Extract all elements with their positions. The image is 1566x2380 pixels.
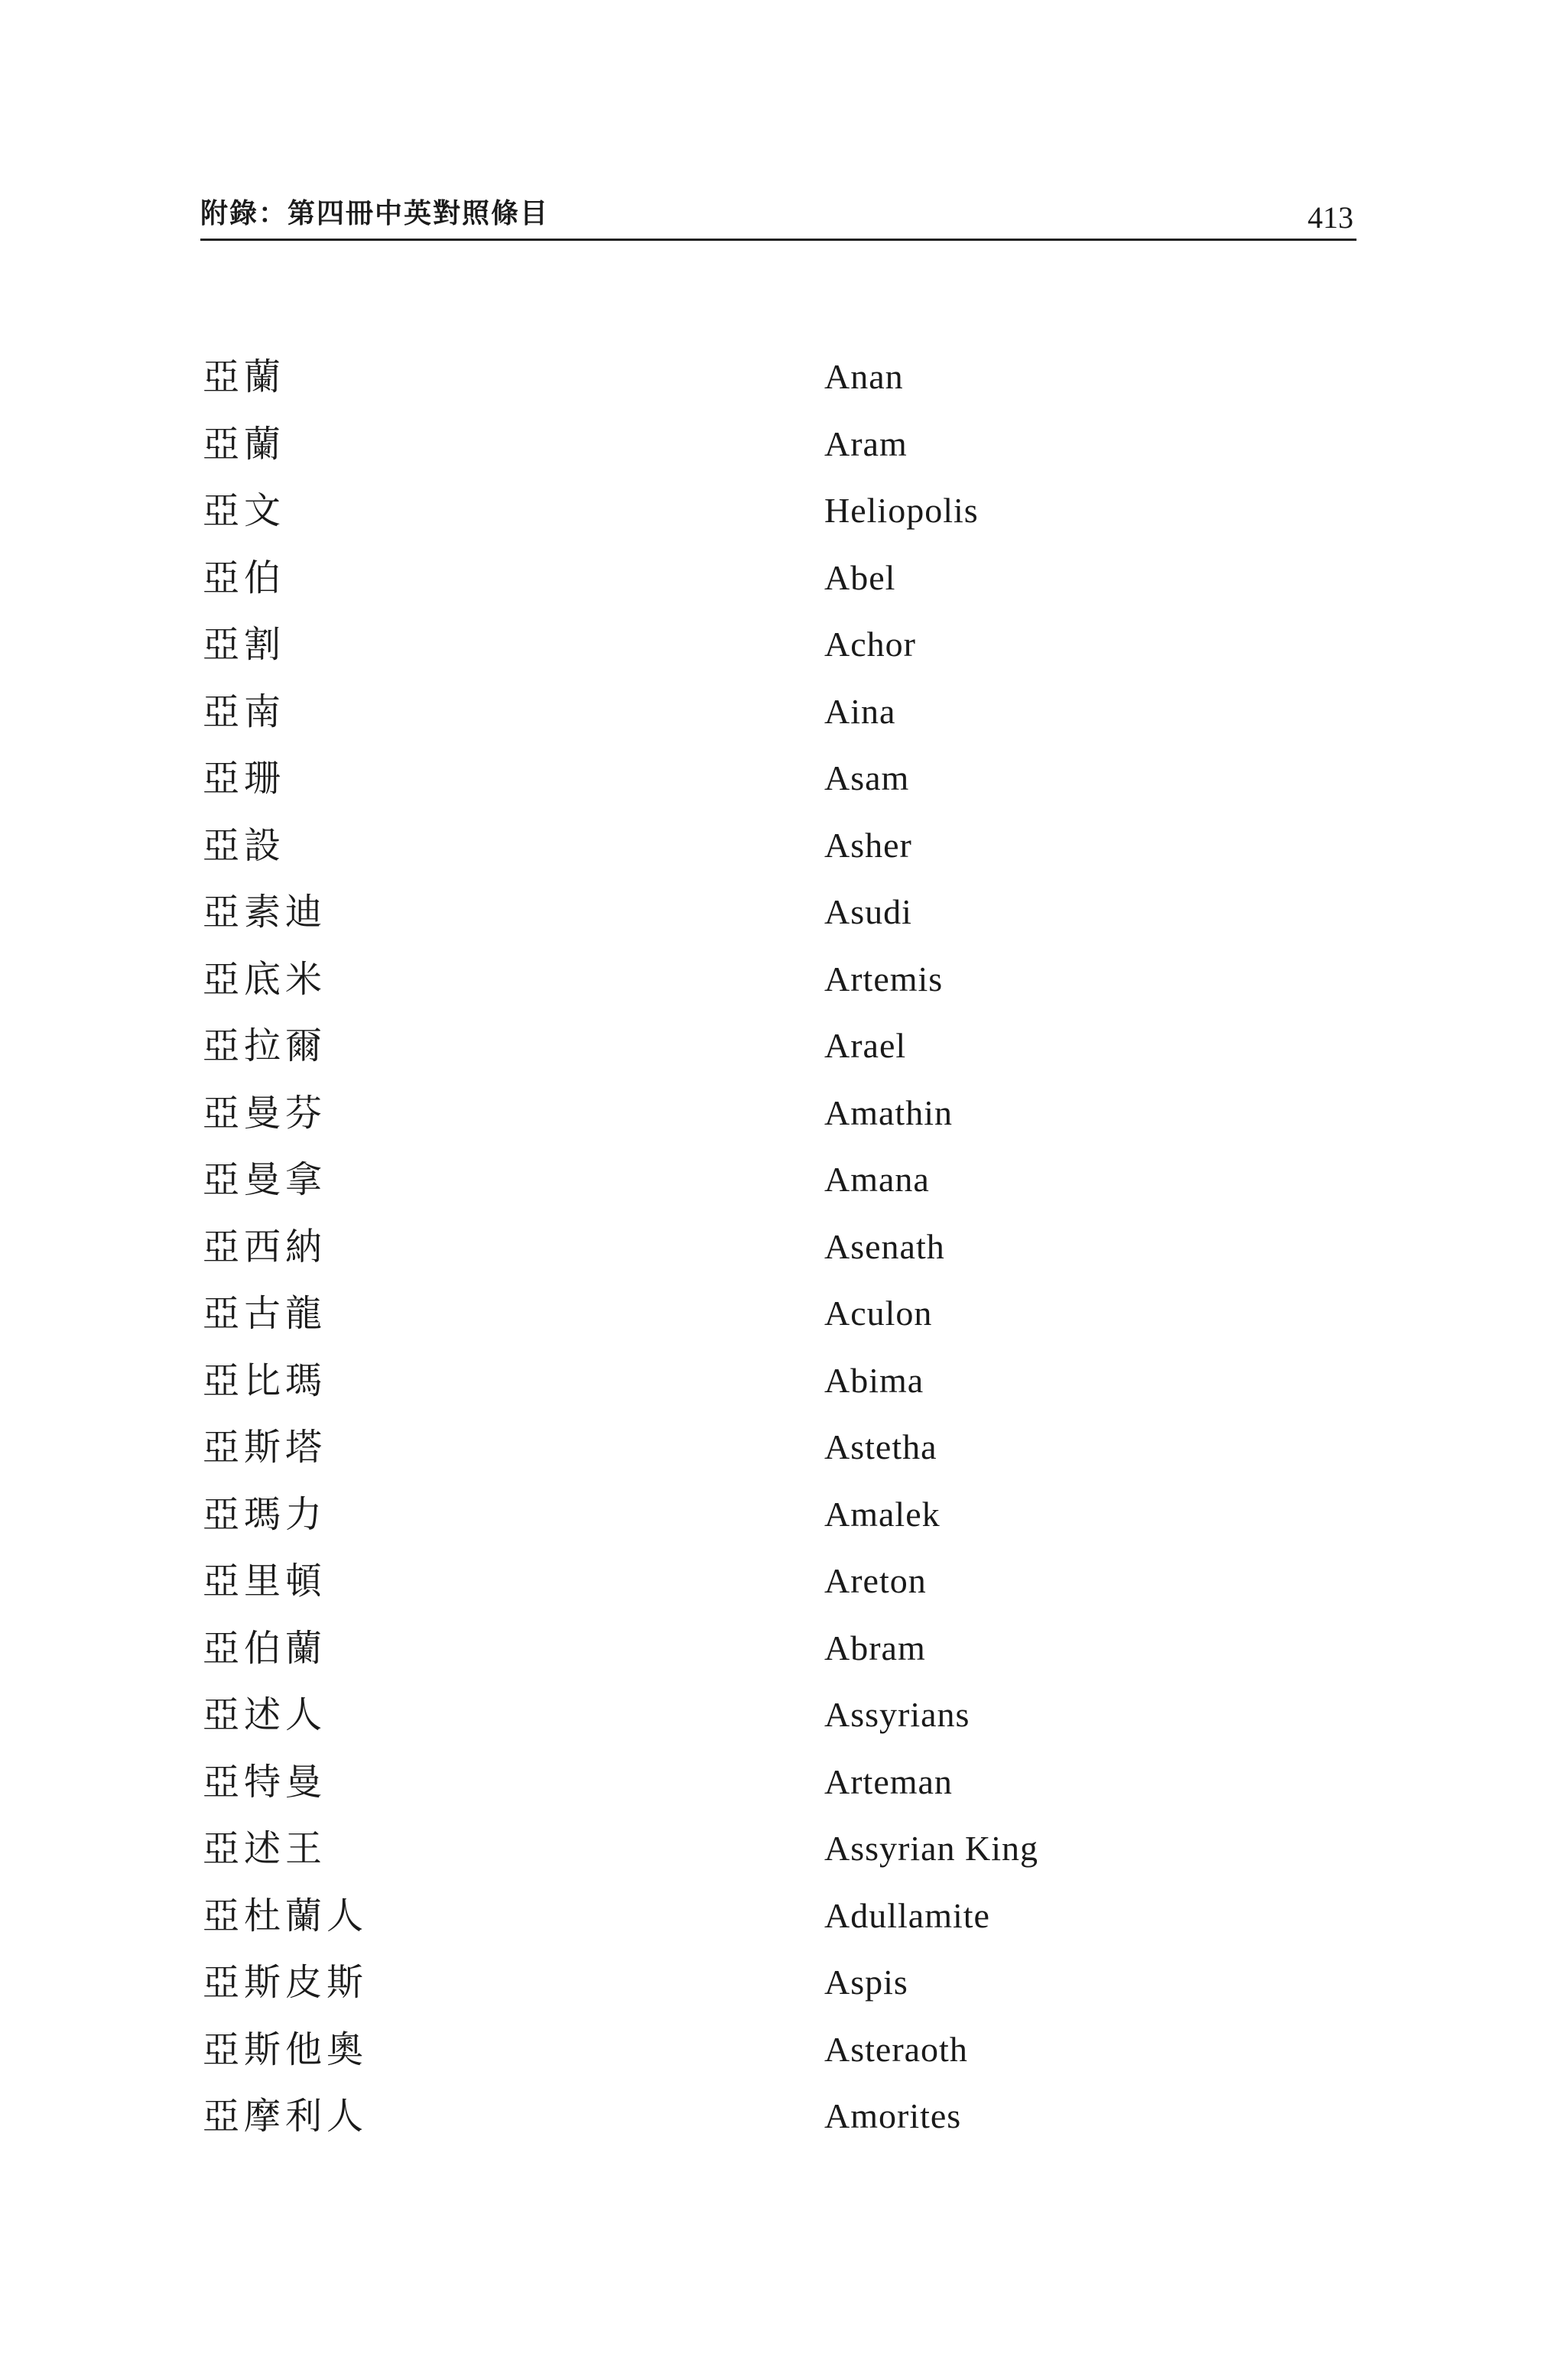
chinese-term: 亞斯他奧 [203,2028,369,2071]
english-term: Asam [824,758,910,797]
chinese-term: 亞斯塔 [203,1426,327,1469]
glossary-entry [0,1417,1566,1478]
glossary-entry [0,815,1566,876]
glossary-entry [0,1283,1566,1344]
glossary-entry [0,614,1566,675]
chinese-term: 亞述王 [203,1827,327,1870]
glossary-entry [0,1885,1566,1947]
english-term: Asudi [824,892,912,931]
english-term: Heliopolis [824,491,979,530]
glossary-entry [0,1684,1566,1745]
english-term: Abel [824,558,896,597]
glossary-entry [0,1952,1566,2013]
glossary-entry [0,2019,1566,2080]
chinese-term: 亞特曼 [203,1761,327,1804]
chinese-term: 亞斯皮斯 [203,1961,369,2004]
english-term: Asenath [824,1227,945,1266]
glossary-entry [0,547,1566,609]
chinese-term: 亞蘭 [203,423,286,466]
english-term: Abima [824,1361,924,1400]
chinese-term: 亞伯蘭 [203,1627,327,1670]
header-title: 附錄：第四冊中英對照條目 [200,198,550,229]
english-term: Assyrians [824,1695,970,1734]
english-term: Aina [824,692,896,731]
glossary-entry [0,480,1566,541]
english-term: Adullamite [824,1896,990,1935]
chinese-term: 亞述人 [203,1693,327,1736]
english-term: Asher [824,826,912,865]
glossary-entry [0,748,1566,809]
english-term: Anan [824,357,904,396]
glossary-entry [0,1550,1566,1612]
chinese-term: 亞摩利人 [203,2095,369,2138]
english-term: Aculon [824,1294,933,1333]
glossary-entry [0,681,1566,742]
english-term: Amalek [824,1495,941,1534]
page-number: 413 [1308,200,1353,235]
chinese-term: 亞素迪 [203,891,327,933]
chinese-term: 亞南 [203,690,286,733]
english-term: Abram [824,1628,926,1667]
english-term: Amathin [824,1093,953,1132]
english-term: Areton [824,1561,927,1600]
english-term: Arael [824,1026,907,1065]
glossary-entry [0,1818,1566,1879]
glossary-entry [0,1752,1566,1813]
chinese-term: 亞珊 [203,757,286,800]
english-term: Amana [824,1160,930,1199]
glossary-entry [0,1083,1566,1144]
english-term: Aram [824,424,908,463]
chinese-term: 亞曼芬 [203,1092,327,1135]
chinese-term: 亞蘭 [203,356,286,398]
chinese-term: 亞比瑪 [203,1359,327,1402]
glossary-entry [0,414,1566,475]
glossary-entry [0,1618,1566,1679]
glossary-entry [0,346,1566,407]
chinese-term: 亞瑪力 [203,1493,327,1536]
chinese-term: 亞底米 [203,958,327,1001]
glossary-entry [0,1350,1566,1411]
glossary-entry [0,2086,1566,2147]
chinese-term: 亞割 [203,623,286,666]
glossary-entry [0,882,1566,943]
english-term: Achor [824,625,916,664]
glossary-entry [0,1216,1566,1278]
chinese-term: 亞杜蘭人 [203,1895,369,1937]
chinese-term: 亞古龍 [203,1292,327,1335]
glossary-entry [0,1015,1566,1076]
english-term: Amorites [824,2096,962,2135]
glossary-entry [0,1149,1566,1210]
chinese-term: 亞拉爾 [203,1024,327,1067]
chinese-term: 亞里頓 [203,1560,327,1602]
english-term: Asteraoth [824,2030,968,2069]
chinese-term: 亞設 [203,824,286,867]
glossary-entry [0,949,1566,1010]
chinese-term: 亞伯 [203,557,286,599]
english-term: Assyrian King [824,1829,1039,1868]
chinese-term: 亞曼拿 [203,1158,327,1201]
english-term: Astetha [824,1427,937,1466]
chinese-term: 亞西納 [203,1226,327,1268]
chinese-term: 亞文 [203,489,286,532]
glossary-entry [0,1484,1566,1545]
english-term: Arteman [824,1762,953,1801]
english-term: Aspis [824,1963,908,2002]
english-term: Artemis [824,959,944,998]
